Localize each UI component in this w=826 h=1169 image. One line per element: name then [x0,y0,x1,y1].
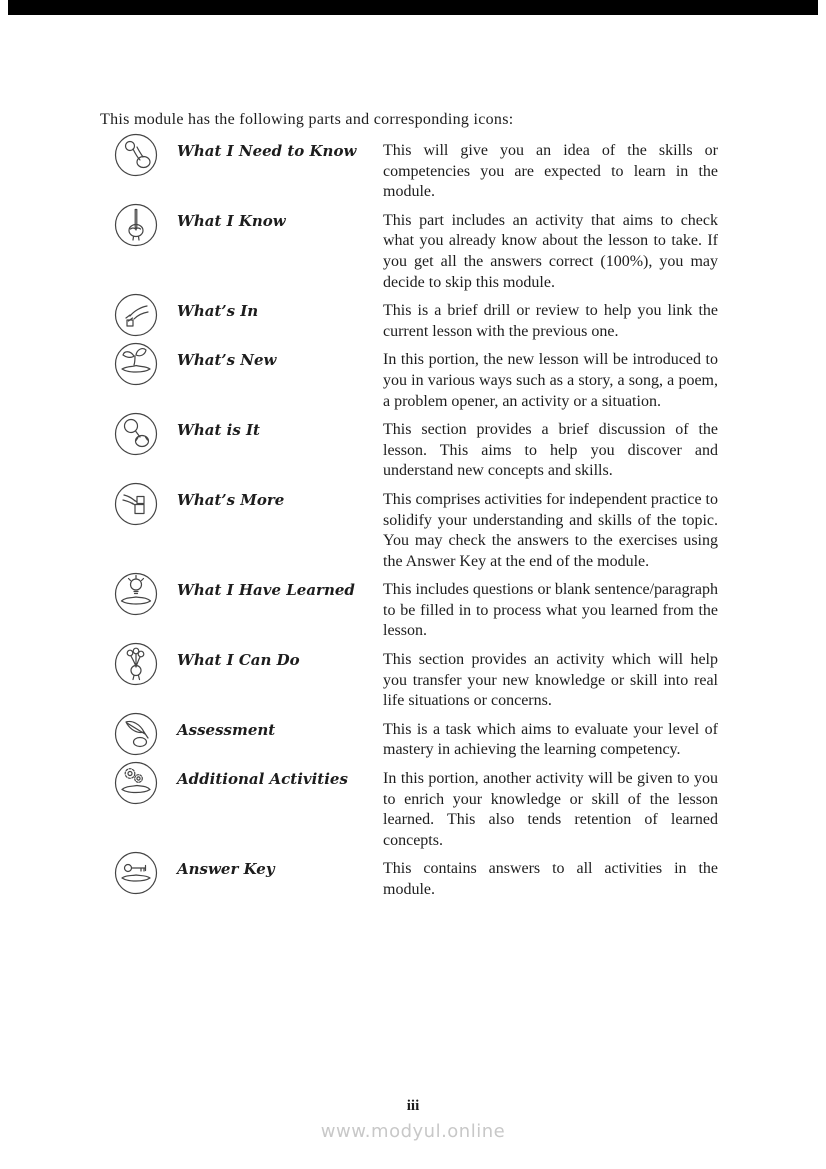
module-part-row [114,650,718,712]
part-label: What’s In [177,302,259,321]
part-label: What I Need to Know [177,142,357,160]
part-description: This comprises activities for independent practice to solidify your understanding and skills of the topic. You may check the answers to the exercises using the Answer Key at the end of the module. [383,490,718,570]
page-number: iii [406,1098,420,1114]
module-part-row [114,350,718,412]
part-description: This contains answers to all activities in the module. [383,860,718,898]
hand-holding-flowers-icon [114,642,158,686]
module-part-row [114,211,718,293]
part-description: In this portion, the new lesson will be introduced to you in various ways such as a story, a song, a poem, a problem opener, an activity or a situation. [383,351,718,410]
intro-text: This module has the following parts and corresponding icons: [100,111,514,128]
hand-pressing-icon [114,133,158,177]
part-description: This is a brief drill or review to help you link the current lesson with the previous one. [383,302,718,340]
part-description: This is a task which aims to evaluate your level of mastery in achieving the learning competency. [383,720,718,759]
hand-with-gears-icon [114,761,158,805]
hand-writing-quill-icon [114,712,158,756]
hand-linking-blocks-icon [114,293,158,337]
hand-holding-pencil-icon [114,203,158,247]
module-part-row [114,720,718,761]
module-part-row [114,301,718,342]
part-label: What’s New [177,351,277,370]
part-description: This will give you an idea of the skills or competencies you are expected to learn in the module. [383,142,718,201]
part-label: What’s More [177,490,285,509]
part-description: This includes questions or blank sentence/paragraph to be filled in to process what you learned from the lesson. [383,581,718,640]
module-part-row [114,490,718,572]
hand-with-sprout-icon [114,342,158,386]
part-description: In this portion, another activity will be given to you to enrich your knowledge or skill of the lesson learned. This also tends retention of learned concepts. [383,770,718,849]
scan-top-bar [8,0,818,15]
module-part-row [114,420,718,482]
part-label: Answer Key [177,860,275,879]
hand-stacking-blocks-icon [114,482,158,526]
part-description: This section provides an activity which will help you transfer your new knowledge or skill into real life situations or concerns. [383,651,718,710]
part-description: This section provides a brief discussion of the lesson. This aims to help you discover and understand new concepts and skills. [383,421,718,480]
part-label: Additional Activities [177,770,348,789]
hand-with-lightbulb-icon [114,572,158,616]
hand-holding-key-icon [114,851,158,895]
hand-with-magnifier-icon [114,412,158,456]
watermark-text: www.modyul.online [320,1121,506,1142]
part-label: What I Can Do [177,651,300,670]
module-parts-list [114,141,718,909]
part-label: What is It [177,421,260,440]
part-label: What I Know [177,211,286,230]
module-part-row [114,859,718,900]
module-part-row [114,580,718,642]
part-description: This part includes an activity that aims to check what you already know about the lesson to take. If you get all the answers correct (100%), you may decide to skip this module. [383,211,718,291]
module-part-row [114,141,718,203]
module-part-row [114,769,718,851]
part-label: What I Have Learned [177,581,355,600]
part-label: Assessment [177,720,276,739]
